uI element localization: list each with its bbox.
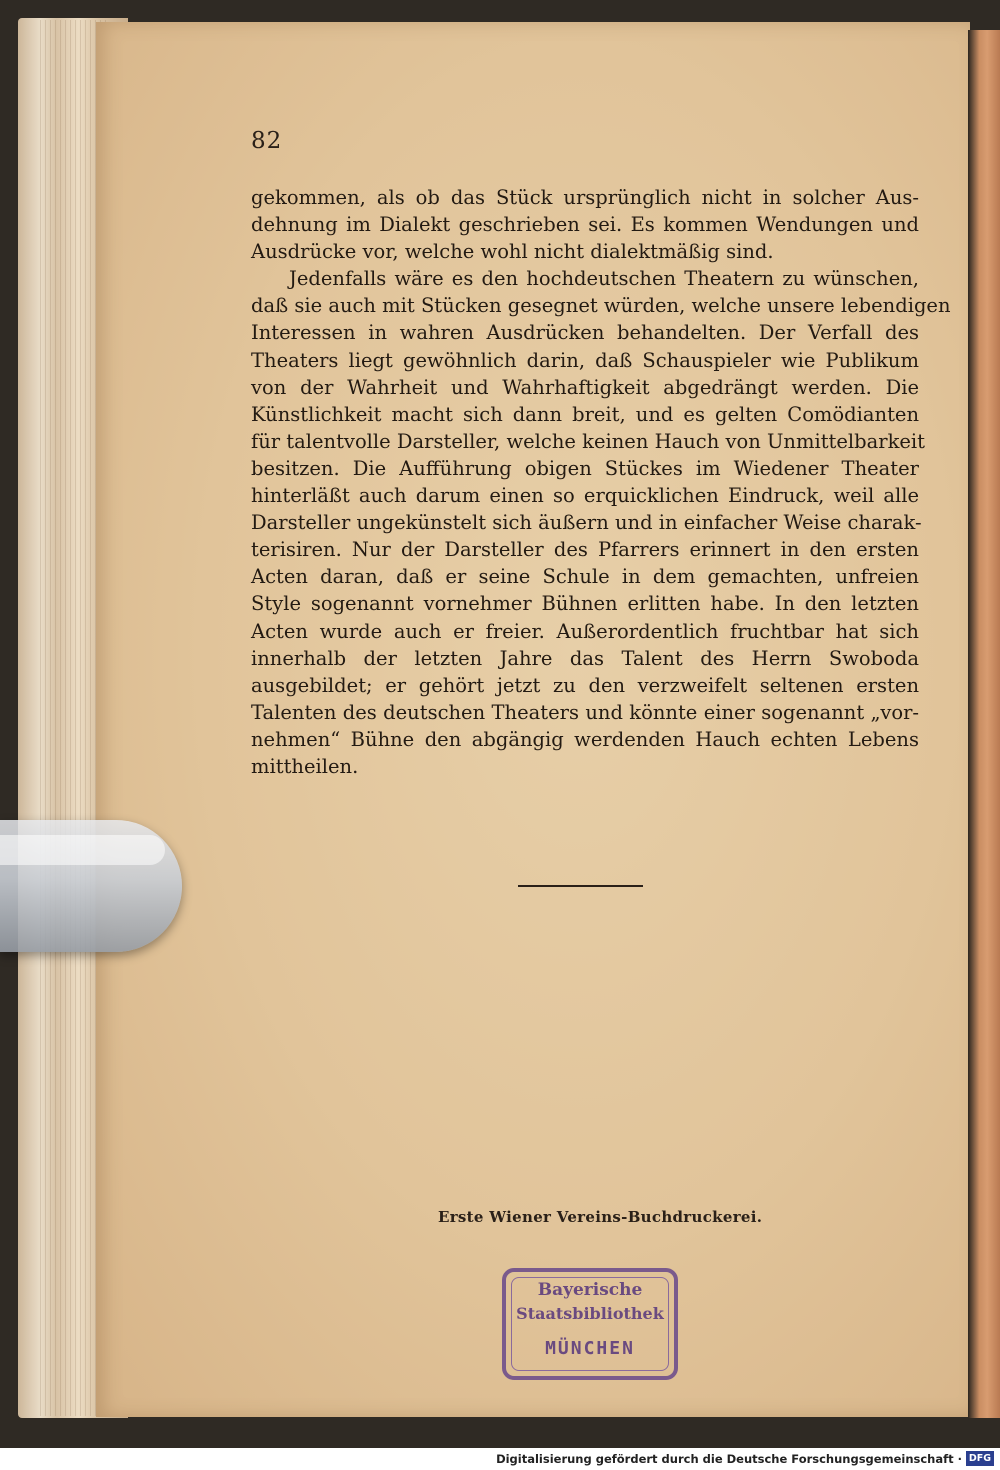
printer-imprint: Erste Wiener Vereins-Buchdruckerei. — [438, 1208, 763, 1226]
text-line: Künstlichkeit macht sich dann breit, und es gelten Comödianten — [251, 402, 919, 426]
stamp-line-3: MÜNCHEN — [545, 1338, 635, 1359]
text-line: Acten daran, daß er seine Schule in dem gemachten, unfreien — [251, 565, 919, 589]
text-line: Theaters liegt gewöhnlich darin, daß Schauspieler wie Publikum — [251, 348, 919, 372]
library-stamp — [502, 1268, 678, 1380]
page-number: 82 — [251, 128, 283, 154]
stamp-line-1: Bayerische — [537, 1280, 643, 1300]
facing-page-edge — [968, 30, 1000, 1418]
text-line: ausgebildet; er gehört jetzt zu den verzweifelt seltenen ersten — [251, 673, 919, 697]
text-line: dehnung im Dialekt geschrieben sei. Es kommen Wendungen und — [251, 213, 919, 237]
page-clip-highlight — [0, 835, 165, 865]
text-line: Interessen in wahren Ausdrücken behandelten. Der Verfall des — [251, 321, 919, 345]
body-text — [251, 184, 951, 780]
dfg-logo-icon: DFG — [966, 1451, 994, 1466]
text-line: mittheilen. — [251, 754, 359, 778]
text-line: besitzen. Die Aufführung obigen Stückes im Wiedener Theater — [251, 456, 919, 480]
text-line: Jedenfalls wäre es den hochdeutschen Theatern zu wünschen, — [289, 267, 919, 291]
text-line: Ausdrücke vor, welche wohl nicht dialektmäßig sind. — [251, 240, 774, 264]
text-line: Acten wurde auch er freier. Außerordentlich fruchtbar hat sich — [251, 619, 919, 643]
text-line: nehmen“ Bühne den abgängig werdenden Hauch echten Lebens — [251, 727, 919, 751]
text-line: gekommen, als ob das Stück ursprünglich nicht in solcher Aus- — [251, 186, 919, 209]
text-line: für talentvolle Darsteller, welche keinen Hauch von Unmittelbarkeit — [251, 429, 925, 453]
text-line: hinterläßt auch darum einen so erquicklichen Eindruck, weil alle — [251, 484, 919, 508]
text-line: Talenten des deutschen Theaters und könnte einer sogenannt „vor- — [251, 700, 919, 724]
stamp-line-2: Staatsbibliothek — [516, 1304, 664, 1323]
text-line: daß sie auch mit Stücken gesegnet würden, welche unsere lebendigen — [251, 294, 951, 318]
text-line: terisiren. Nur der Darsteller des Pfarrers erinnert in den ersten — [251, 538, 919, 562]
text-line: Style sogenannt vornehmer Bühnen erlitten habe. In den letzten — [251, 592, 919, 616]
end-rule — [518, 885, 643, 887]
text-line: innerhalb der letzten Jahre das Talent des Herrn Swoboda — [251, 646, 919, 670]
text-line: Darsteller ungekünstelt sich äußern und in einfacher Weise charak- — [251, 511, 922, 535]
text-line: von der Wahrheit und Wahrhaftigkeit abgedrängt werden. Die — [251, 375, 919, 399]
footer-credit: Digitalisierung gefördert durch die Deutsche Forschungsgemeinschaft · — [496, 1452, 962, 1466]
